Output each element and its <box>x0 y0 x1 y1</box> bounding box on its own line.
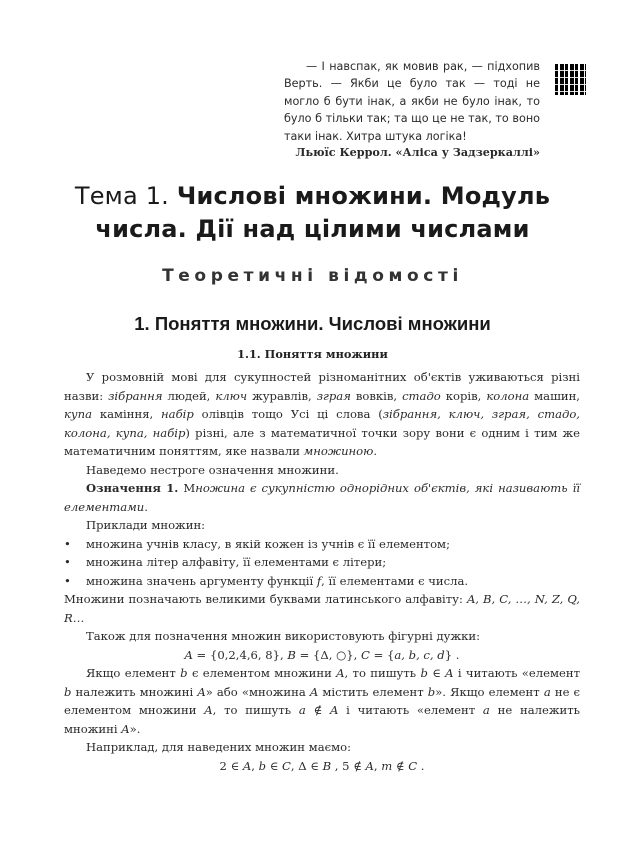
italic-run: ключ <box>215 388 248 403</box>
text-run: ) різні, але з математичної точки зору вони є одним і тим же математичним поняттям, яке назвали <box>64 425 580 458</box>
italic-run: A <box>242 758 252 773</box>
text-run: і читають «елемент <box>453 666 580 680</box>
italic-run: A <box>184 647 193 662</box>
section-heading: 1. Поняття множини. Числові множини <box>134 313 491 334</box>
text-run: = { <box>369 647 395 662</box>
text-run: = {0,2,4,6, 8}, <box>192 647 288 662</box>
italic-run: a <box>298 703 306 717</box>
text-run: , <box>251 758 259 773</box>
text-run: множина значень аргументу функції <box>86 573 317 588</box>
italic-run: m <box>381 758 393 773</box>
text-run: У розмовній мові для сукупностей різноманітних об'єктів уживаються різні назви: <box>64 370 580 403</box>
paragraph <box>64 590 580 627</box>
italic-run: A <box>445 666 454 680</box>
paragraph <box>64 461 580 480</box>
epigraph <box>284 58 540 161</box>
topic-title <box>0 180 625 246</box>
text-run: } . <box>444 647 460 662</box>
epigraph-source: Льюїс Керрол. «Аліса у Задзеркаллі» <box>295 145 540 160</box>
italic-run: a <box>543 684 551 699</box>
italic-run: ножина є сукупністю однорідних об'єктів, які називають її елементами <box>64 481 580 514</box>
text-run: корів, <box>440 388 487 403</box>
topic-title-line1: Числові множини. Модуль <box>176 182 551 210</box>
text-run: є елементом множини <box>187 666 337 680</box>
text-run: , то пишуть <box>212 703 299 717</box>
italic-run: b <box>180 666 188 680</box>
text-run: ∈ <box>266 758 282 773</box>
text-run: . <box>144 499 148 514</box>
italic-run: b <box>420 666 428 680</box>
text-run: ∉ <box>392 758 409 773</box>
text-run: Наведемо нестроге означення множини. <box>86 462 339 477</box>
subsection-heading: 1.1. Поняття множини <box>237 347 388 361</box>
italic-run: B <box>287 647 296 662</box>
text-run: журавлів, <box>247 388 317 403</box>
text-run: , то пишуть <box>344 666 421 680</box>
paragraph <box>64 627 580 646</box>
italic-run: C <box>361 647 370 662</box>
formula <box>64 646 580 665</box>
text-run: , Δ ∈ <box>290 758 323 773</box>
text-run: множина учнів класу, в якій кожен із учнів є її елементом; <box>86 536 450 551</box>
text-run: машин, <box>529 388 580 403</box>
text-run: каміння, <box>92 407 162 421</box>
italic-run: b <box>64 684 72 699</box>
bullet-item <box>64 572 580 591</box>
italic-run: a, b, c, d <box>394 647 445 662</box>
text-run: не є елементом множини <box>64 684 581 717</box>
paragraph <box>64 479 580 516</box>
text-run: і читають «елемент <box>338 703 483 717</box>
text-run: » або «множина <box>205 684 310 699</box>
italic-run: B <box>322 758 332 773</box>
italic-run: A <box>365 758 374 773</box>
text-run: Наприклад, для наведених множин маємо: <box>86 740 351 754</box>
italic-run: зібрання <box>108 388 163 403</box>
text-run: , 5 ∉ <box>331 758 366 773</box>
italic-run: C <box>282 758 291 773</box>
italic-run: A <box>336 666 345 680</box>
text-run: ∈ <box>427 666 446 680</box>
italic-run: A <box>204 703 213 717</box>
italic-run: A <box>197 684 206 699</box>
italic-run: набір <box>161 407 194 421</box>
text-run: ∉ <box>305 703 330 717</box>
text-run: Якщо елемент <box>86 666 181 680</box>
text-run: ». <box>129 721 141 736</box>
text-run: Також для позначення множин використовують фігурні дужки: <box>86 629 481 643</box>
theory-heading: Теоретичні відомості <box>162 266 463 286</box>
bullet-item <box>64 553 580 572</box>
text-run: 2 ∈ <box>219 758 243 773</box>
text-run: ». Якщо елемент <box>435 684 544 699</box>
italic-run: зграя <box>316 388 351 403</box>
italic-run: купа <box>64 407 93 421</box>
italic-run: A <box>329 703 339 717</box>
text-run: = {Δ, ○}, <box>295 647 362 662</box>
text-run: людей, <box>162 388 216 403</box>
italic-run: C <box>408 758 418 773</box>
italic-run: b <box>258 758 267 773</box>
italic-run: A <box>309 684 319 699</box>
text-run: М <box>178 481 196 495</box>
bold-run: Означення 1. <box>86 481 179 495</box>
italic-run: колона <box>486 388 530 403</box>
italic-run: множиною <box>303 444 374 458</box>
topic-prefix: Тема 1. <box>74 182 177 210</box>
paragraph <box>64 664 580 738</box>
italic-run: A <box>121 721 130 736</box>
italic-run: A, B, C, …, N, Z, Q, R… <box>64 592 580 625</box>
italic-run: стадо <box>402 388 441 403</box>
qr-code-icon <box>555 64 586 95</box>
text-run: вовків, <box>350 388 403 403</box>
paragraph <box>64 516 580 535</box>
body-text <box>64 368 580 775</box>
text-run: Множини позначають великими буквами латинського алфавіту: <box>64 592 467 606</box>
text-run: олівців тощо Усі ці слова ( <box>193 407 383 421</box>
epigraph-quote: — І навспак, як мовив рак, — підхопив Верть. — Якби це було так — тоді не могло б бути інак, а якби не було інак, то було б тільки так; та що це не так, то воно таки інак. Хитра штука логіка! <box>284 60 540 143</box>
text-run: Приклади множин: <box>86 518 206 532</box>
text-run: містить елемент <box>318 684 428 699</box>
text-run: належить множині <box>71 684 198 699</box>
text-run: , її елементами є числа. <box>321 573 469 588</box>
text-run: , <box>373 758 382 773</box>
text-run: . <box>417 758 425 773</box>
formula <box>64 757 580 776</box>
paragraph <box>64 368 580 461</box>
italic-run: b <box>427 684 436 699</box>
text-run: . <box>373 444 378 458</box>
text-run: не належить множині <box>64 703 580 736</box>
italic-run: a <box>482 703 490 717</box>
paragraph <box>64 738 580 757</box>
topic-title-line2: числа. Дії над цілими числами <box>95 215 530 243</box>
italic-run: f <box>316 573 322 588</box>
text-run: множина літер алфавіту, її елементами є літери; <box>86 555 387 569</box>
italic-run: зібрання, ключ, зграя, стадо, колона, купа, набір <box>64 407 580 440</box>
bullet-item <box>64 535 580 554</box>
